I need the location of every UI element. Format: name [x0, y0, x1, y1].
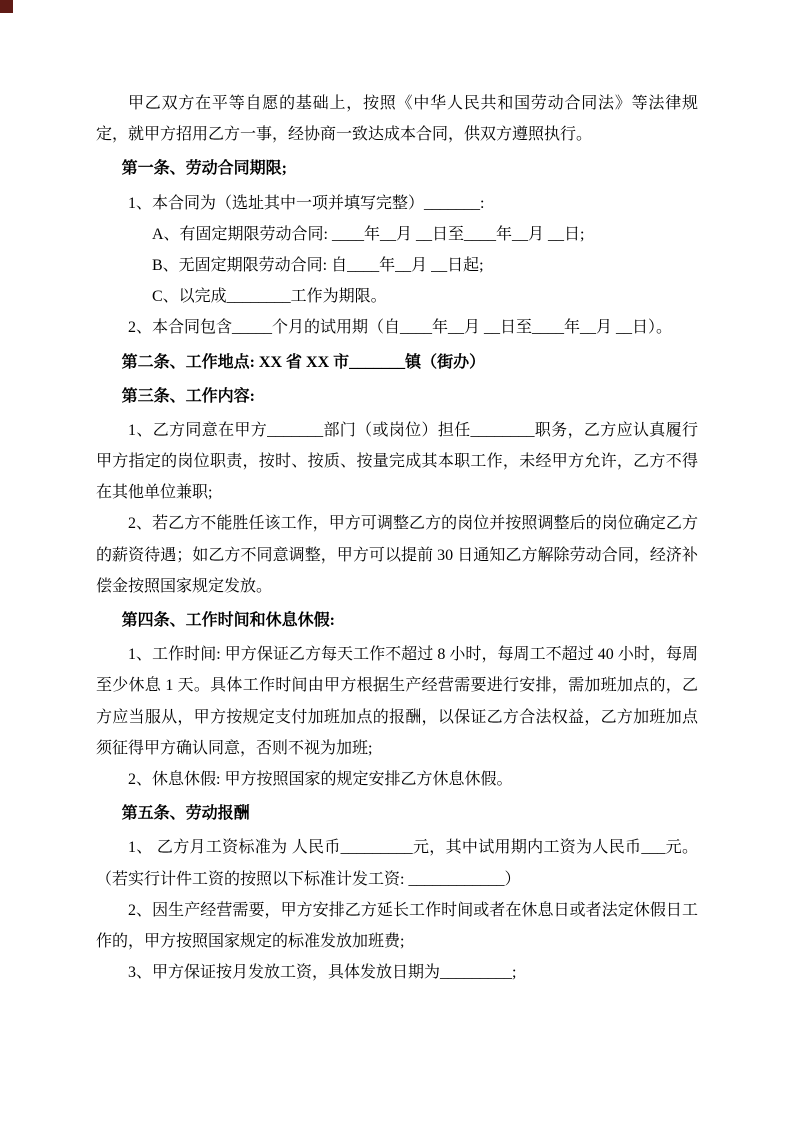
paragraph: [96, 415, 698, 509]
text-run: 3、甲方保证按月发放工资，具体发放日期为_________;: [128, 964, 517, 982]
text-run: 1、乙方同意在甲方_______部门（或岗位）担任________职务，乙方应认真履行甲方指定的岗位职责，按时、按质、按量完成其本职工作，未经甲方允许，乙方不得在其他单位兼职;: [96, 421, 698, 502]
section-heading: [96, 381, 698, 412]
paragraph: [96, 188, 698, 219]
text-run: C、以完成________工作为期限。: [152, 288, 387, 306]
text-run: 第四条、工作时间和休息休假:: [121, 612, 335, 629]
paragraph: [96, 895, 698, 957]
section-heading: [96, 605, 698, 636]
text-run: 1、本合同为（选址其中一项并填写完整）_______:: [128, 194, 485, 212]
section-heading: [96, 153, 698, 184]
text-run: 1、工作时间: 甲方保证乙方每天工作不超过 8 小时，每周工不超过 40 小时，每周至少休息 1 天。具体工作时间由甲方根据生产经营需要进行安排，需加班加点的，乙方应当服从，甲方按规定支付加班加点的报酬，以保证乙方合法权益，乙方加班加点须征得甲方确认同意，否则不视为加班;: [96, 646, 698, 757]
text-run: 2、本合同包含_____个月的试用期（自____年__月 __日至____年__月 __日）。: [128, 319, 673, 337]
paragraph: [96, 88, 698, 150]
paragraph: [96, 508, 698, 602]
section-heading: [96, 798, 698, 829]
paragraph: [96, 957, 698, 988]
text-run: 1、 乙方月工资标准为 人民币_________元，其中试用期内工资为人民币___元。（若实行计件工资的按照以下标准计发工资: ____________）: [96, 839, 698, 888]
text-run: 第一条、劳动合同期限;: [121, 160, 287, 178]
text-run: _______镇（街办）: [349, 353, 486, 371]
paragraph: [96, 312, 698, 343]
paragraph: [96, 832, 698, 894]
paragraph: [96, 219, 698, 250]
text-run: 2、若乙方不能胜任该工作，甲方可调整乙方的岗位并按照调整后的岗位确定乙方的薪资待遇；如乙方不同意调整，甲方可以提前 30 日通知乙方解除劳动合同，经济补偿金按照国家规定发放。: [96, 515, 698, 595]
paragraph: [96, 764, 698, 795]
text-run: B、无固定期限劳动合同: 自____年__月 __日起;: [152, 256, 484, 274]
scan-artifact: [0, 0, 13, 13]
paragraph: [96, 639, 698, 764]
text-run: A、有固定期限劳动合同: ____年__月 __日至____年__月 __日;: [152, 225, 585, 243]
text-run: 2、因生产经营需要，甲方安排乙方延长工作时间或者在休息日或者法定休假日工作的，甲方按照国家规定的标准发放加班费;: [96, 901, 698, 950]
text-run: 第二条、工作地点: XX 省 XX 市: [121, 353, 350, 371]
text-run: 第五条、劳动报酬: [121, 805, 250, 823]
text-run: 第三条、工作内容:: [121, 387, 255, 405]
paragraph: [96, 281, 698, 312]
section-heading: [96, 347, 698, 378]
document-body: [96, 88, 698, 988]
paragraph: [96, 250, 698, 281]
text-run: 2、休息休假: 甲方按照国家的规定安排乙方休息休假。: [128, 770, 513, 788]
text-run: 甲乙双方在平等自愿的基础上，按照《中华人民共和国劳动合同法》等法律规定，就甲方招用乙方一事，经协商一致达成本合同，供双方遵照执行。: [96, 95, 698, 144]
